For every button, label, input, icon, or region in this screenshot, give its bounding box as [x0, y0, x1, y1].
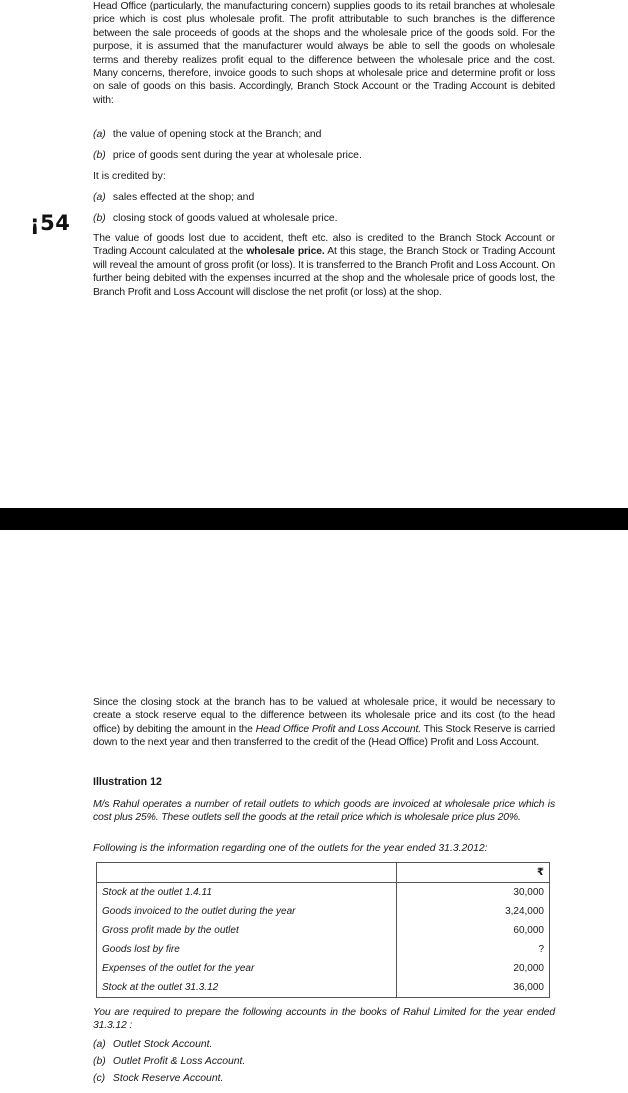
row-value: 60,000: [397, 921, 550, 940]
paragraph-text-part: At this stage, the Branch Stock or Trading Account will reveal the amount of gross profit (or loss). It is transferred to the Branch Profit and Loss Account. On further being debited with the expenses incurred at the shop and the wholesale price of goods lost, the Branch Profit and Loss Account will disclose the net profit (or loss) at the shop.: [93, 246, 555, 298]
goods-lost-paragraph: [93, 232, 555, 299]
header-blank-cell: [97, 863, 397, 883]
table-row: [97, 883, 550, 903]
item-text: Outlet Profit & Loss Account.: [112, 1056, 246, 1067]
row-value: 20,000: [397, 959, 550, 978]
item-marker: (a): [93, 1039, 106, 1050]
item-text: price of goods sent during the year at wholesale price.: [112, 150, 362, 161]
row-value: 36,000: [397, 978, 550, 998]
table-row: [97, 978, 550, 998]
required-item-a: [93, 1038, 212, 1051]
credited-by-text: It is credited by:: [93, 171, 166, 182]
illustration-heading: Illustration 12: [93, 776, 162, 788]
row-value: ?: [397, 940, 550, 959]
info-line: [93, 842, 488, 855]
paragraph-text: [93, 696, 555, 750]
item-text: the value of opening stock at the Branch; and: [112, 129, 322, 140]
item-marker: (a): [93, 192, 106, 203]
outlet-data-table: [96, 862, 550, 998]
paragraph-text-part: Since the closing stock at the branch has to be valued at wholesale price, it would be necessary to create a stock reserve equal to the difference between its wholesale price and its cost (to the head office) by debiting the amount in the: [93, 697, 555, 735]
credit-item-a: [93, 191, 254, 204]
stock-reserve-paragraph: [93, 696, 555, 750]
paragraph-text-part: This Stock Reserve is carried down to the next year and then transferred to the credit of the (Head Office) Profit and Loss Account.: [93, 723, 555, 749]
required-item-c: [93, 1072, 223, 1085]
table-row: [97, 921, 550, 940]
page-number: ¡54: [30, 211, 71, 235]
required-text: [93, 1006, 555, 1033]
paragraph-text: Head Office (particularly, the manufacturing concern) supplies goods to its retail branches at wholesale price which is cost plus wholesale profit. The profit attributable to such branches is the difference between the sale proceeds of goods at the shops and the wholesale price of the goods sold. For the purpose, it is assumed that the manufacturer would always be able to sell the goods on wholesale terms and thereby realizes profit equal to the difference between the wholesale price and the cost. Many concerns, therefore, invoice goods to such shops at wholesale price and determine profit or loss on sale of goods on this basis. Accordingly, Branch Stock Account or the Trading Account is debited with:: [93, 1, 555, 106]
debit-item-b: [93, 149, 362, 162]
wholesale-price-paragraph: [93, 0, 555, 107]
row-label: Stock at the outlet 31.3.12: [97, 978, 397, 998]
item-marker: (a): [93, 129, 106, 140]
upper-page: [0, 0, 628, 508]
debit-item-a: [93, 128, 321, 141]
credited-by-line: [93, 170, 166, 183]
item-marker: (b): [93, 213, 106, 224]
required-item-b: [93, 1055, 245, 1068]
paragraph-text: You are required to prepare the following accounts in the books of Rahul Limited for the year ended 31.3.12 :: [93, 1007, 555, 1032]
row-label: Goods invoiced to the outlet during the year: [97, 902, 397, 921]
item-text: Stock Reserve Account.: [112, 1073, 224, 1084]
item-marker: (c): [93, 1073, 106, 1084]
item-marker: (b): [93, 150, 106, 161]
row-value: 3,24,000: [397, 902, 550, 921]
illustration-text: [93, 798, 555, 825]
page-divider-bar: [0, 508, 628, 530]
table-row: [97, 902, 550, 921]
row-label: Expenses of the outlet for the year: [97, 959, 397, 978]
credit-item-b: [93, 212, 338, 225]
table-row: [97, 959, 550, 978]
paragraph-text: M/s Rahul operates a number of retail outlets to which goods are invoiced at wholesale price which is cost plus 25%. These outlets sell the goods at the retail price which is wholesale price plus 20%.: [93, 799, 555, 824]
row-label: Goods lost by fire: [97, 940, 397, 959]
info-line-text: Following is the information regarding one of the outlets for the year ended 31.3.2012:: [93, 843, 488, 854]
row-label: Stock at the outlet 1.4.11: [97, 883, 397, 903]
italic-phrase: Head Office Profit and Loss Account.: [255, 723, 421, 735]
item-marker: (b): [93, 1056, 106, 1067]
item-text: sales effected at the shop; and: [112, 192, 255, 203]
item-text: closing stock of goods valued at wholesale price.: [112, 213, 338, 224]
paragraph-text: [93, 232, 555, 299]
table-header-row: [97, 863, 550, 883]
table-row: [97, 940, 550, 959]
row-value: 30,000: [397, 883, 550, 903]
row-label: Gross profit made by the outlet: [97, 921, 397, 940]
bold-phrase: wholesale price.: [246, 246, 325, 258]
currency-header-cell: ₹: [397, 863, 550, 883]
paragraph-text-part: The value of goods lost due to accident, theft etc. also is credited to the Branch Stock Account or Trading Account calculated at the: [93, 233, 555, 258]
item-text: Outlet Stock Account.: [112, 1039, 213, 1050]
